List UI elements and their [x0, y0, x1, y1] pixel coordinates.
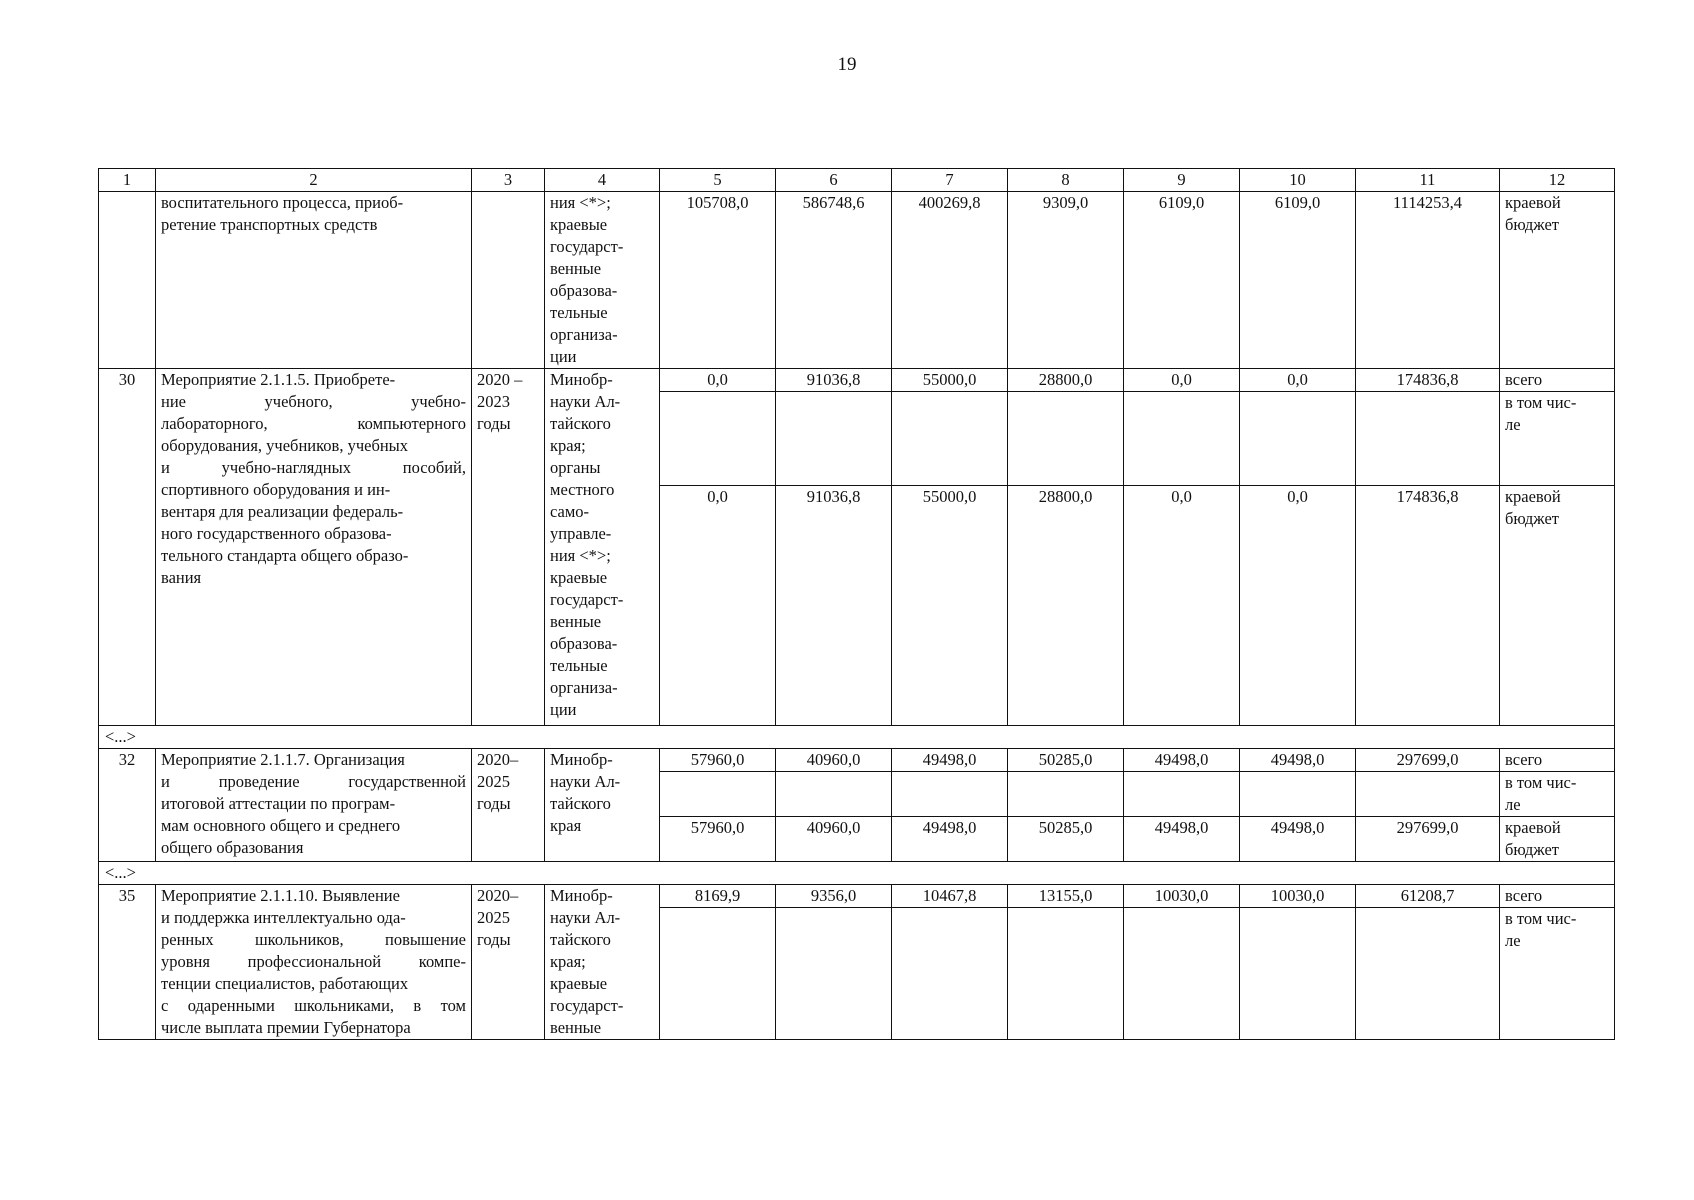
activity-name: Мероприятие 2.1.1.5. Приобрете- ние учебного, учебно- лабораторного, компьютерного оборудования, учебников, учебных и учебно-наглядных пособий, спортивного оборудования и ин- вентаря для реализации федераль- ного государственного образова- тельного стандарта общего образо- вания [156, 369, 472, 726]
table-row [99, 885, 1615, 908]
value-cell [892, 772, 1008, 817]
value-cell [892, 392, 1008, 486]
activity-name: воспитательного процесса, приоб- ретение транспортных средств [156, 192, 472, 369]
value-cell: 49498,0 [1124, 749, 1240, 772]
funding-source: в том чис- ле [1500, 908, 1615, 1040]
total-cell [1356, 772, 1500, 817]
page-number: 19 [837, 54, 857, 75]
executors: Минобр- науки Ал- тайского края; органы местного само- управле- ния <*>; краевые государст- венные образова- тельные организа- ции [545, 369, 660, 726]
column-number: 2 [156, 169, 472, 192]
value-cell: 57960,0 [660, 817, 776, 862]
value-cell [1008, 772, 1124, 817]
value-cell: 28800,0 [1008, 486, 1124, 726]
value-cell: 91036,8 [776, 486, 892, 726]
value-cell: 49498,0 [1124, 817, 1240, 862]
value-cell: 9356,0 [776, 885, 892, 908]
value-cell: 0,0 [1240, 369, 1356, 392]
value-cell [1008, 392, 1124, 486]
value-cell: 0,0 [1124, 369, 1240, 392]
value-cell: 50285,0 [1008, 817, 1124, 862]
value-cell: 6109,0 [1240, 192, 1356, 369]
program-activities-table [98, 168, 1615, 1040]
row-number: 35 [99, 885, 156, 1040]
value-cell: 0,0 [1240, 486, 1356, 726]
column-number: 9 [1124, 169, 1240, 192]
funding-source: в том чис- ле [1500, 772, 1615, 817]
total-cell: 297699,0 [1356, 817, 1500, 862]
table-row [99, 192, 1615, 369]
total-cell: 174836,8 [1356, 486, 1500, 726]
value-cell [776, 392, 892, 486]
funding-source: в том чис- ле [1500, 392, 1615, 486]
value-cell: 55000,0 [892, 486, 1008, 726]
value-cell [660, 392, 776, 486]
value-cell: 50285,0 [1008, 749, 1124, 772]
value-cell: 40960,0 [776, 749, 892, 772]
column-number: 12 [1500, 169, 1615, 192]
value-cell: 105708,0 [660, 192, 776, 369]
value-cell [1124, 392, 1240, 486]
value-cell: 49498,0 [1240, 817, 1356, 862]
value-cell [1240, 392, 1356, 486]
period: 2020– 2025 годы [472, 885, 545, 1040]
column-number: 7 [892, 169, 1008, 192]
column-number: 10 [1240, 169, 1356, 192]
column-numbers-row [99, 169, 1615, 192]
table-row [99, 749, 1615, 772]
value-cell [1124, 772, 1240, 817]
total-cell: 61208,7 [1356, 885, 1500, 908]
total-cell: 174836,8 [1356, 369, 1500, 392]
value-cell: 0,0 [660, 486, 776, 726]
row-number: 30 [99, 369, 156, 726]
value-cell: 28800,0 [1008, 369, 1124, 392]
table-row [99, 369, 1615, 392]
value-cell: 10030,0 [1124, 885, 1240, 908]
column-number: 6 [776, 169, 892, 192]
value-cell: 13155,0 [1008, 885, 1124, 908]
value-cell: 10030,0 [1240, 885, 1356, 908]
row-number [99, 192, 156, 369]
period: 2020 – 2023 годы [472, 369, 545, 726]
executors: ния <*>; краевые государст- венные образова- тельные организа- ции [545, 192, 660, 369]
funding-source: всего [1500, 885, 1615, 908]
omitted-rows [99, 726, 1615, 749]
ellipsis-marker: <...> [99, 726, 1615, 749]
value-cell [660, 908, 776, 1040]
value-cell: 57960,0 [660, 749, 776, 772]
column-number: 11 [1356, 169, 1500, 192]
column-number: 1 [99, 169, 156, 192]
total-cell [1356, 392, 1500, 486]
value-cell [892, 908, 1008, 1040]
value-cell [1124, 908, 1240, 1040]
value-cell: 0,0 [1124, 486, 1240, 726]
value-cell: 6109,0 [1124, 192, 1240, 369]
period [472, 192, 545, 369]
value-cell: 49498,0 [892, 817, 1008, 862]
total-cell [1356, 908, 1500, 1040]
value-cell: 91036,8 [776, 369, 892, 392]
value-cell [660, 772, 776, 817]
value-cell [776, 908, 892, 1040]
value-cell: 40960,0 [776, 817, 892, 862]
funding-source: всего [1500, 749, 1615, 772]
row-number: 32 [99, 749, 156, 862]
value-cell: 8169,9 [660, 885, 776, 908]
column-number: 4 [545, 169, 660, 192]
funding-source: краевой бюджет [1500, 817, 1615, 862]
value-cell [1008, 908, 1124, 1040]
activity-name: Мероприятие 2.1.1.10. Выявление и поддержка интеллектуально ода- ренных школьников, повышение уровня профессиональной компе- тенции специалистов, работающих с одаренными школьниками, в том числе выплата премии Губернатора [156, 885, 472, 1040]
period: 2020– 2025 годы [472, 749, 545, 862]
column-number: 8 [1008, 169, 1124, 192]
value-cell: 49498,0 [892, 749, 1008, 772]
activity-name: Мероприятие 2.1.1.7. Организация и проведение государственной итоговой аттестации по програм- мам основного общего и среднего общего образования [156, 749, 472, 862]
funding-source: краевой бюджет [1500, 192, 1615, 369]
ellipsis-marker: <...> [99, 862, 1615, 885]
omitted-rows [99, 862, 1615, 885]
executors: Минобр- науки Ал- тайского края [545, 749, 660, 862]
total-cell: 297699,0 [1356, 749, 1500, 772]
funding-source: всего [1500, 369, 1615, 392]
value-cell: 586748,6 [776, 192, 892, 369]
value-cell [1240, 908, 1356, 1040]
column-number: 3 [472, 169, 545, 192]
column-number: 5 [660, 169, 776, 192]
funding-source: краевой бюджет [1500, 486, 1615, 726]
value-cell: 10467,8 [892, 885, 1008, 908]
value-cell: 9309,0 [1008, 192, 1124, 369]
executors: Минобр- науки Ал- тайского края; краевые государст- венные [545, 885, 660, 1040]
value-cell: 49498,0 [1240, 749, 1356, 772]
value-cell: 400269,8 [892, 192, 1008, 369]
value-cell [1240, 772, 1356, 817]
total-cell: 1114253,4 [1356, 192, 1500, 369]
value-cell: 0,0 [660, 369, 776, 392]
value-cell [776, 772, 892, 817]
value-cell: 55000,0 [892, 369, 1008, 392]
